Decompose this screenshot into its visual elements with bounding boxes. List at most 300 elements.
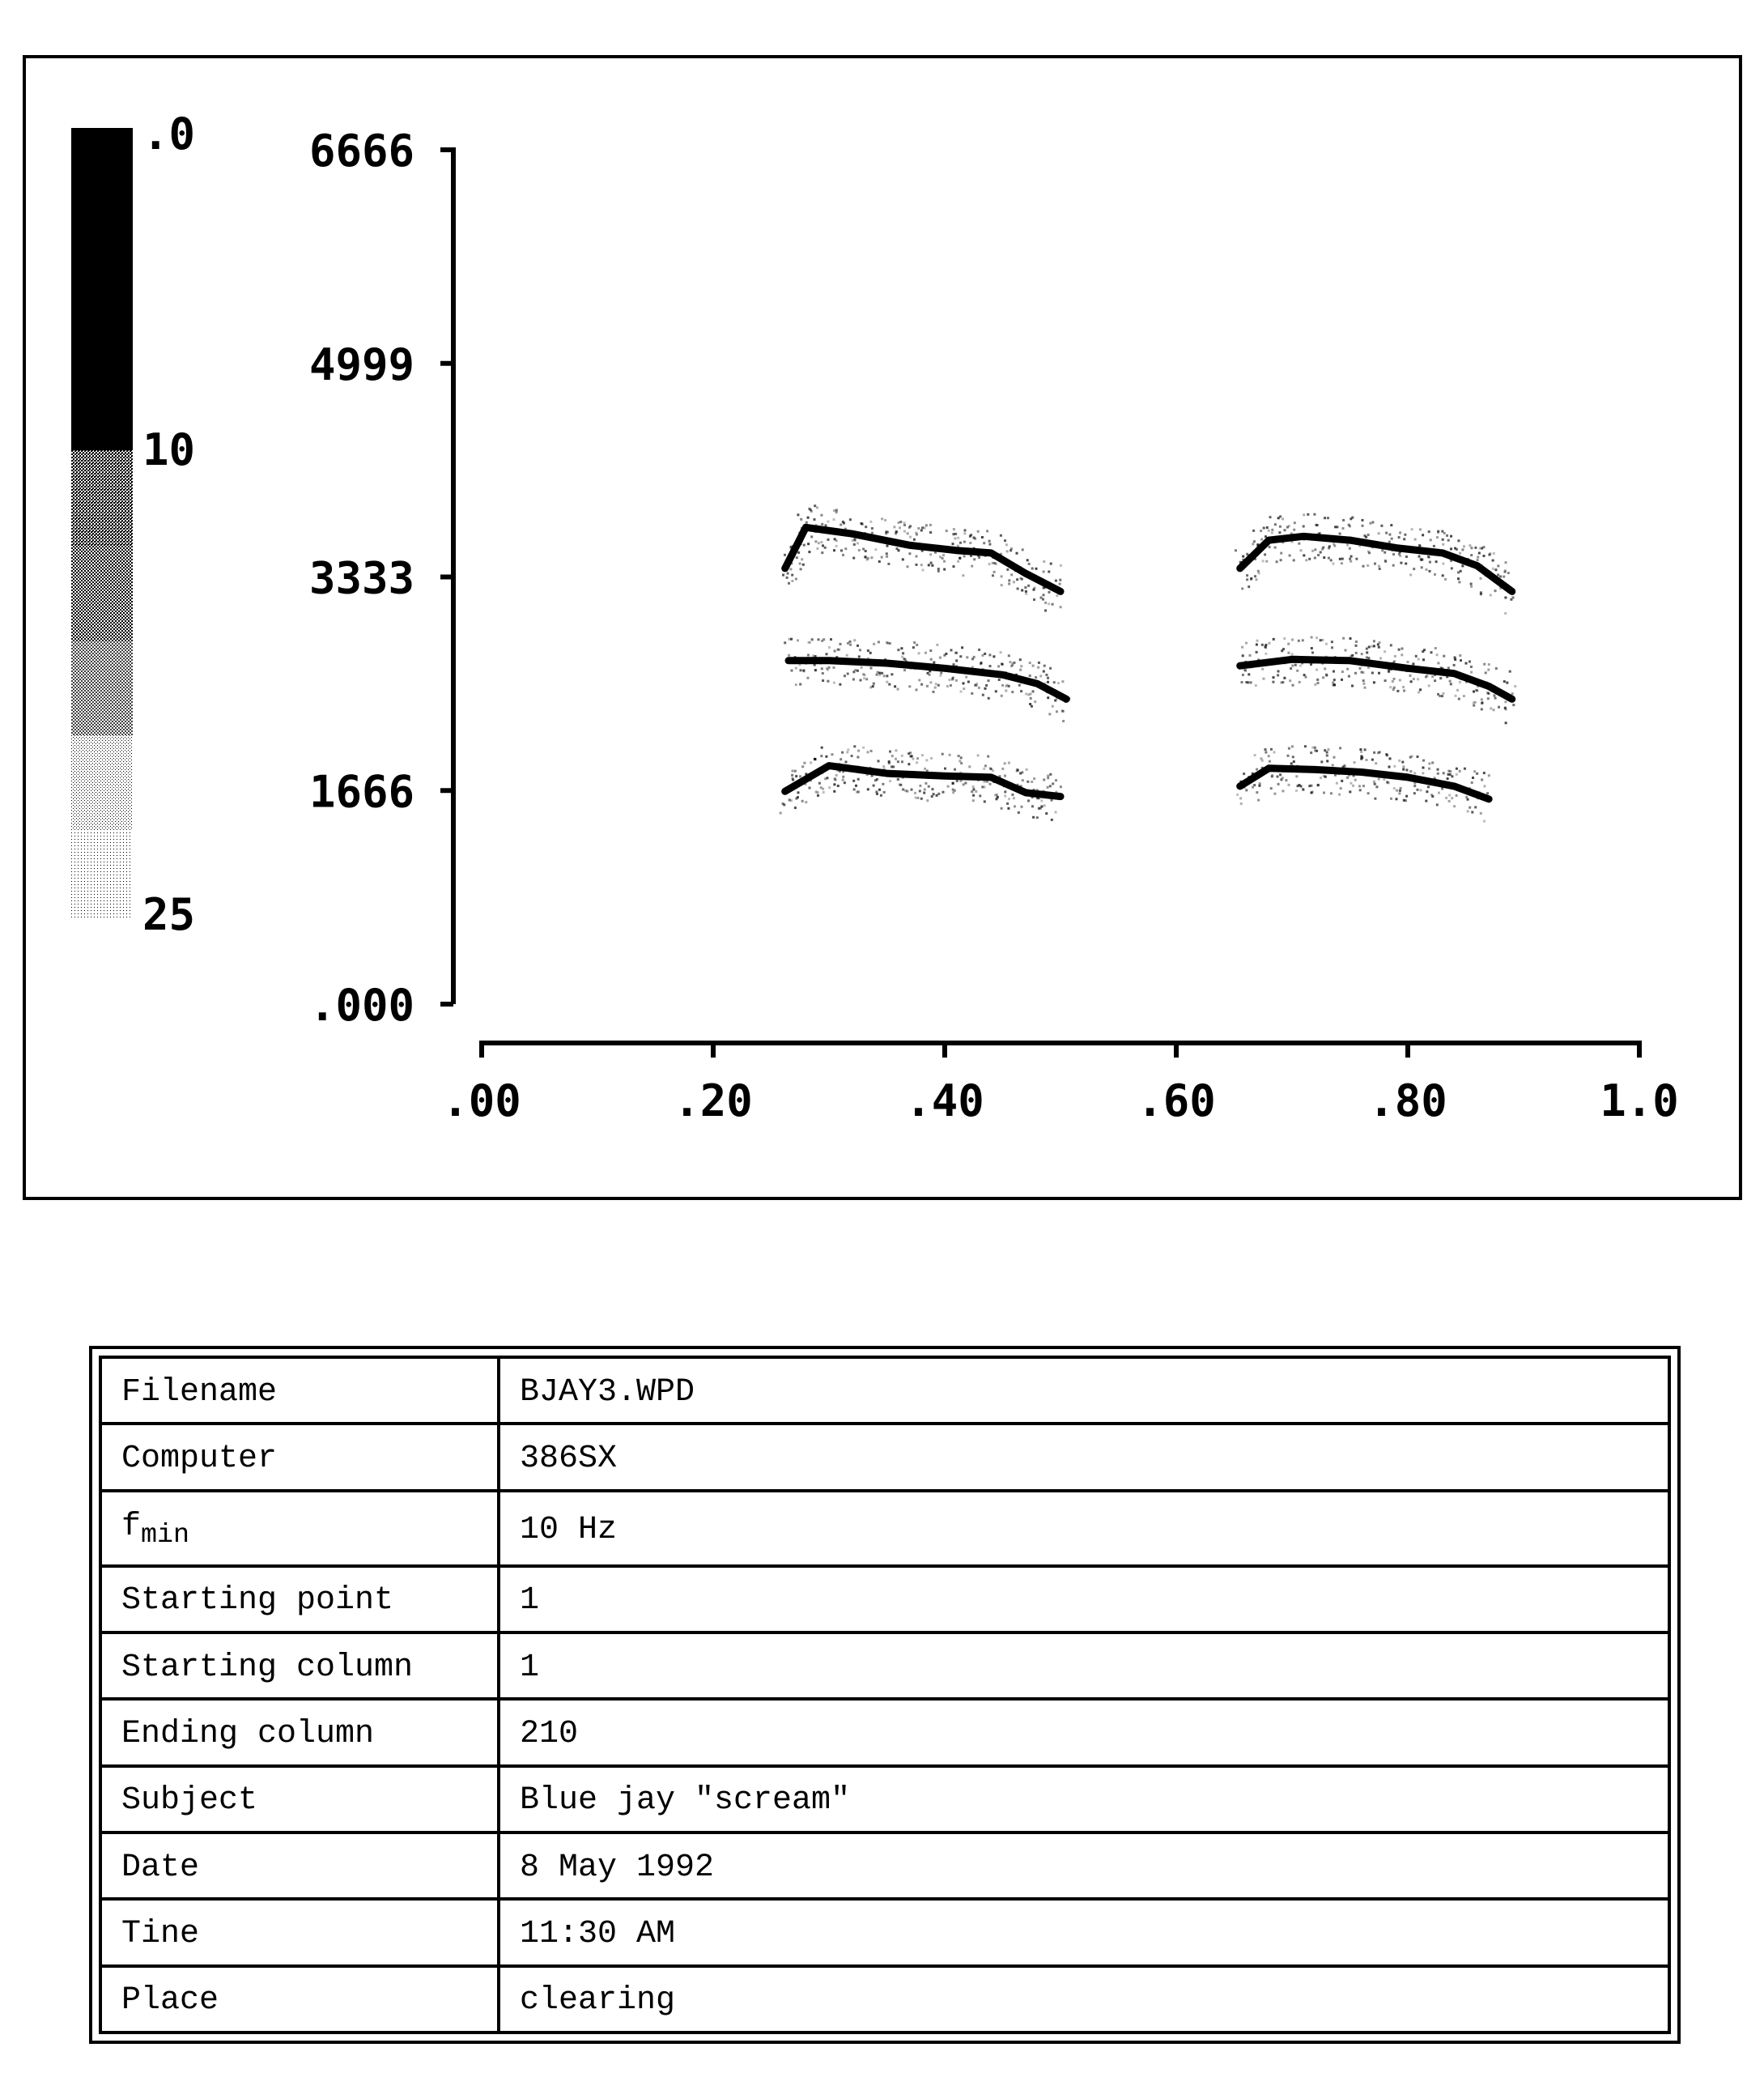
spectrogram-speckle xyxy=(1265,748,1267,751)
spectrogram-speckle xyxy=(912,646,915,649)
info-row xyxy=(100,1491,1669,1566)
spectrogram-speckle xyxy=(1020,665,1022,667)
spectrogram-speckle xyxy=(1381,549,1384,551)
spectrogram-speckle xyxy=(1459,654,1461,657)
spectrogram-speckle xyxy=(984,800,986,802)
info-key-text: Date xyxy=(121,1849,200,1886)
spectrogram-speckle xyxy=(833,549,835,551)
spectrogram-speckle xyxy=(1031,705,1033,708)
spectrogram-speckle xyxy=(834,650,836,653)
spectrogram-speckle xyxy=(835,509,838,512)
spectrogram-speckle xyxy=(1469,661,1471,663)
info-row xyxy=(100,1424,1669,1490)
spectrogram-speckle xyxy=(1333,679,1336,681)
spectrogram-speckle xyxy=(1362,671,1364,674)
spectrogram-speckle xyxy=(839,643,842,645)
spectrogram-speckle xyxy=(1048,591,1051,594)
spectrogram-speckle xyxy=(1295,790,1298,792)
spectrogram-speckle xyxy=(1333,684,1336,687)
spectrogram-speckle xyxy=(853,639,856,641)
spectrogram-speckle xyxy=(1025,590,1027,593)
spectrogram-speckle xyxy=(1019,658,1022,661)
spectrogram-speckle xyxy=(1413,772,1416,774)
spectrogram-speckle xyxy=(1048,713,1051,715)
spectrogram-speckle xyxy=(972,788,975,790)
spectrogram-speckle xyxy=(911,789,913,791)
spectrogram-speckle xyxy=(1458,698,1460,700)
spectrogram-speckle xyxy=(1401,648,1404,650)
spectrogram-speckle xyxy=(862,747,865,749)
spectrogram-speckle xyxy=(1279,515,1282,517)
spectrogram-speckle xyxy=(1029,675,1031,677)
spectrogram-speckle xyxy=(954,790,956,792)
spectrogram-speckle xyxy=(1482,546,1485,548)
spectrogram-speckle xyxy=(1001,768,1004,770)
spectrogram-speckle xyxy=(1001,807,1003,810)
spectrogram-speckle xyxy=(1383,778,1385,781)
spectrogram-speckle xyxy=(963,541,966,543)
spectrogram-speckle xyxy=(1009,661,1011,663)
spectrogram-speckle xyxy=(1339,533,1341,535)
spectrogram-speckle xyxy=(797,551,800,554)
spectrogram-speckle xyxy=(1021,578,1023,581)
spectrogram-speckle xyxy=(1006,550,1009,552)
spectrogram-speckle xyxy=(1428,530,1430,533)
spectrogram-speckle xyxy=(930,658,933,661)
spectrogram-speckle xyxy=(1384,560,1387,562)
spectrogram-speckle xyxy=(1429,570,1431,573)
spectrogram-speckle xyxy=(1470,547,1473,549)
spectrogram-speckle xyxy=(1047,786,1049,789)
spectrogram-speckle xyxy=(899,521,902,523)
spectrogram-speckle xyxy=(1274,523,1277,526)
spectrogram-speckle xyxy=(1385,532,1388,534)
spectrogram-speckle xyxy=(1269,516,1272,518)
spectrogram-speckle xyxy=(1305,559,1307,561)
spectrogram-speckle xyxy=(831,753,834,756)
spectrogram-speckle xyxy=(1379,657,1382,659)
spectrogram-speckle xyxy=(1351,654,1354,657)
spectrogram-speckle xyxy=(1405,795,1408,798)
spectrogram-speckle xyxy=(1504,612,1507,615)
spectrogram-speckle xyxy=(1378,646,1380,649)
spectrogram-speckle xyxy=(1389,757,1392,760)
y-tick-label: 4999 xyxy=(308,338,414,390)
spectrogram-speckle xyxy=(1361,653,1363,655)
spectrogram-speckle xyxy=(1442,538,1444,541)
spectrogram-speckle xyxy=(1291,639,1294,641)
spectrogram-speckle xyxy=(1407,661,1409,663)
harmonic-trace xyxy=(785,766,1061,797)
spectrogram-speckle xyxy=(1355,641,1358,643)
spectrogram-speckle xyxy=(1311,652,1314,654)
spectrogram-speckle xyxy=(916,644,918,646)
spectrogram-speckle xyxy=(837,785,839,787)
spectrogram-speckle xyxy=(1443,655,1445,658)
spectrogram-speckle xyxy=(1303,526,1305,528)
spectrogram-speckle xyxy=(783,803,785,806)
spectrogram-speckle xyxy=(988,543,991,546)
spectrogram-speckle xyxy=(789,568,792,570)
spectrogram-speckle xyxy=(1379,641,1381,644)
spectrogram-speckle xyxy=(814,504,816,507)
spectrogram-speckle xyxy=(1402,768,1405,771)
spectrogram-speckle xyxy=(1257,799,1260,802)
spectrogram-speckle xyxy=(1293,559,1295,561)
spectrogram-speckle xyxy=(1373,751,1375,754)
spectrogram-speckle xyxy=(1055,779,1057,781)
spectrogram-speckle xyxy=(814,540,817,543)
spectrogram-speckle xyxy=(801,558,803,560)
spectrogram-speckle xyxy=(1338,794,1341,796)
spectrogram-speckle xyxy=(1457,539,1460,542)
spectrogram-speckle xyxy=(1366,651,1368,653)
spectrogram-speckle xyxy=(1287,643,1290,645)
spectrogram-speckle xyxy=(1000,651,1002,653)
spectrogram-speckle xyxy=(1266,526,1269,529)
spectrogram-speckle xyxy=(1362,519,1364,521)
spectrogram-speckle xyxy=(988,540,991,543)
spectrogram-speckle xyxy=(903,521,906,524)
spectrogram-speckle xyxy=(1483,555,1486,557)
spectrogram-speckle xyxy=(880,794,882,797)
spectrogram-speckle xyxy=(953,528,955,530)
spectrogram-speckle xyxy=(1290,667,1292,670)
spectrogram-speckle xyxy=(1436,536,1439,538)
spectrogram-speckle xyxy=(1422,650,1424,653)
spectrogram-speckle xyxy=(886,675,888,677)
spectrogram-speckle xyxy=(1371,672,1374,675)
spectrogram-speckle xyxy=(1509,670,1511,673)
spectrogram-speckle xyxy=(937,568,940,570)
spectrogram-speckle xyxy=(1027,693,1030,696)
spectrogram-speckle xyxy=(882,783,884,785)
spectrogram-speckle xyxy=(903,524,906,526)
spectrogram-speckle xyxy=(1371,645,1373,648)
spectrogram-speckle xyxy=(989,783,992,785)
spectrogram-speckle xyxy=(1307,513,1309,516)
info-key-text: Subject xyxy=(121,1782,258,1820)
spectrogram-speckle xyxy=(1272,681,1274,683)
spectrogram-speckle xyxy=(1367,792,1370,794)
spectrogram-speckle xyxy=(1514,685,1516,687)
spectrogram-speckle xyxy=(1036,816,1039,819)
spectrogram-speckle xyxy=(1413,792,1416,794)
spectrogram-speckle xyxy=(1333,756,1336,759)
spectrogram-speckle xyxy=(1021,806,1023,808)
y-tick-label: 3333 xyxy=(308,552,414,604)
spectrogram-speckle xyxy=(1469,807,1471,809)
spectrogram-speckle xyxy=(1413,785,1416,787)
spectrogram-speckle xyxy=(1248,585,1250,588)
spectrogram-speckle xyxy=(1256,791,1258,794)
spectrogram-speckle xyxy=(1490,707,1492,709)
spectrogram-speckle xyxy=(1277,783,1280,785)
spectrogram-speckle xyxy=(1016,552,1018,555)
spectrogram-speckle xyxy=(1367,657,1370,659)
spectrogram-speckle xyxy=(1291,665,1294,667)
spectrogram-speckle xyxy=(1398,536,1401,538)
spectrogram-speckle xyxy=(1270,787,1273,790)
spectrogram-speckle xyxy=(867,751,869,753)
spectrogram-speckle xyxy=(818,542,820,544)
spectrogram-speckle xyxy=(1471,811,1473,814)
spectrogram-speckle xyxy=(1324,749,1326,751)
spectrogram-speckle xyxy=(833,783,835,785)
spectrogram-speckle xyxy=(1270,748,1273,751)
spectrogram-speckle xyxy=(1269,546,1271,548)
spectrogram-speckle xyxy=(1021,771,1023,773)
spectrogram-speckle xyxy=(1364,687,1367,689)
spectrogram-speckle xyxy=(846,751,848,754)
spectrogram-speckle xyxy=(809,641,811,644)
spectrogram-speckle xyxy=(1298,640,1300,642)
spectrogram-speckle xyxy=(1442,692,1444,695)
spectrogram-speckle xyxy=(1027,559,1029,561)
spectrogram-speckle xyxy=(1460,659,1462,662)
spectrogram-speckle xyxy=(1346,777,1349,779)
spectrogram-speckle xyxy=(931,564,933,567)
spectrogram-speckle xyxy=(1316,636,1318,639)
spectrogram-speckle xyxy=(822,788,824,790)
info-row xyxy=(100,1699,1669,1765)
spectrogram-speckle xyxy=(1348,675,1350,678)
spectrogram-speckle xyxy=(1235,549,1237,551)
spectrogram-speckle xyxy=(1049,667,1052,670)
spectrogram-speckle xyxy=(908,685,911,687)
info-key xyxy=(100,1632,499,1699)
spectrogram-speckle xyxy=(1044,804,1046,807)
y-tick-label: .000 xyxy=(308,980,414,1031)
spectrogram-speckle xyxy=(1308,558,1311,560)
spectrogram-speckle xyxy=(1455,695,1457,697)
spectrogram-speckle xyxy=(1311,747,1314,749)
spectrogram-speckle xyxy=(1414,538,1417,541)
spectrogram-speckle xyxy=(1396,690,1399,692)
spectrogram-speckle xyxy=(1256,578,1258,581)
spectrogram-speckle xyxy=(1504,571,1507,573)
info-value: 1 xyxy=(499,1632,1669,1699)
spectrogram-speckle xyxy=(919,785,921,787)
spectrogram-speckle xyxy=(1388,670,1390,673)
spectrogram-speckle xyxy=(1256,651,1258,653)
spectrogram-speckle xyxy=(1421,566,1423,568)
spectrogram-speckle xyxy=(1317,784,1320,786)
spectrogram-speckle xyxy=(954,768,956,771)
spectrogram-speckle xyxy=(1304,745,1307,747)
spectrogram-speckle xyxy=(827,777,829,779)
spectrogram-speckle xyxy=(1288,784,1290,786)
spectrogram-speckle xyxy=(996,794,998,796)
spectrogram-speckle xyxy=(929,649,932,652)
spectrogram-speckle xyxy=(1490,594,1492,597)
spectrogram-speckle xyxy=(1311,647,1313,649)
spectrogram-speckle xyxy=(1461,564,1464,567)
scale-band-mid xyxy=(71,546,133,641)
spectrogram-speckle xyxy=(1006,684,1009,687)
spectrogram-speckle xyxy=(808,551,810,553)
spectrogram-speckle xyxy=(983,542,985,544)
info-key-text: Ending column xyxy=(121,1716,375,1753)
spectrogram-speckle xyxy=(817,794,819,797)
spectrogram-speckle xyxy=(1252,530,1255,532)
spectrogram-speckle xyxy=(788,638,791,641)
spectrogram-speckle xyxy=(1378,672,1380,675)
spectrogram-speckle xyxy=(835,539,838,542)
spectrogram-speckle xyxy=(934,687,937,689)
spectrogram-speckle xyxy=(960,756,963,759)
spectrogram-speckle xyxy=(1470,554,1473,556)
spectrogram-speckle xyxy=(960,691,963,693)
spectrogram-speckle xyxy=(1287,652,1290,654)
spectrogram-speckle xyxy=(1314,557,1316,560)
spectrogram-speckle xyxy=(1437,773,1439,775)
spectrogram-speckle xyxy=(856,542,859,544)
spectrogram-speckle xyxy=(943,654,946,657)
spectrogram-speckle xyxy=(1004,762,1006,764)
spectrogram-speckle xyxy=(795,683,797,686)
spectrogram-speckle xyxy=(1449,770,1452,773)
spectrogram-speckle xyxy=(959,655,962,658)
spectrogram-speckle xyxy=(1453,805,1456,807)
spectrogram-speckle xyxy=(1239,797,1242,799)
spectrogram-speckle xyxy=(1043,571,1045,573)
spectrogram-speckle xyxy=(900,647,903,649)
spectrogram-speckle xyxy=(922,569,925,572)
spectrogram-speckle xyxy=(856,670,859,672)
spectrogram-speckle xyxy=(857,750,860,752)
spectrogram-speckle xyxy=(1014,805,1016,807)
spectrogram-speckle xyxy=(1311,636,1313,639)
info-value: 210 xyxy=(499,1699,1669,1765)
spectrogram-speckle xyxy=(1378,532,1380,534)
spectrogram-speckle xyxy=(826,653,828,655)
spectrogram-speckle xyxy=(937,570,940,573)
spectrogram-speckle xyxy=(1405,563,1407,565)
spectrogram-speckle xyxy=(1405,799,1407,802)
info-value: 386SX xyxy=(499,1424,1669,1490)
spectrogram-speckle xyxy=(1283,529,1286,531)
spectrogram-speckle xyxy=(794,770,797,773)
spectrogram-speckle xyxy=(1418,658,1420,661)
spectrogram-speckle xyxy=(1052,705,1054,708)
spectrogram-speckle xyxy=(1450,535,1452,538)
spectrogram-speckle xyxy=(1260,538,1263,541)
spectrogram-speckle xyxy=(865,550,867,552)
spectrogram-speckle xyxy=(1413,678,1415,680)
spectrogram-speckle xyxy=(1263,678,1265,680)
spectrogram-speckle xyxy=(1323,556,1325,559)
spectrogram-speckle xyxy=(1007,807,1010,810)
spectrogram-speckle xyxy=(1405,768,1408,771)
spectrogram-speckle xyxy=(1039,807,1042,810)
spectrogram-speckle xyxy=(896,547,899,550)
spectrogram-speckle xyxy=(888,683,891,686)
spectrogram-speckle xyxy=(993,571,996,573)
spectrogram-speckle xyxy=(1441,695,1443,697)
spectrogram-speckle xyxy=(1373,645,1375,647)
spectrogram-speckle xyxy=(917,797,920,799)
spectrogram-speckle xyxy=(1265,751,1267,754)
spectrogram-speckle xyxy=(1052,603,1054,606)
spectrogram-speckle xyxy=(818,782,821,785)
spectrogram-speckle xyxy=(1371,521,1374,524)
spectrogram-speckle xyxy=(833,790,835,793)
spectrogram-speckle xyxy=(983,768,985,770)
spectrogram-speckle xyxy=(1389,686,1392,688)
spectrogram-speckle xyxy=(963,682,965,684)
spectrogram-speckle xyxy=(1242,674,1244,676)
spectrogram-speckle xyxy=(1060,785,1062,788)
spectrogram-speckle xyxy=(1008,579,1010,581)
spectrogram-speckle xyxy=(1350,560,1352,563)
spectrogram-speckle xyxy=(1265,644,1267,646)
spectrogram-speckle xyxy=(1291,653,1294,655)
spectrogram-speckle xyxy=(852,679,855,681)
spectrogram-speckle xyxy=(977,754,980,756)
spectrogram-speckle xyxy=(928,785,930,788)
spectrogram-speckle xyxy=(889,780,891,782)
spectrogram-speckle xyxy=(817,791,819,794)
spectrogram-speckle xyxy=(1477,556,1479,559)
spectrogram-speckle xyxy=(1487,697,1490,700)
spectrogram-speckle xyxy=(1271,531,1273,534)
spectrogram-speckle xyxy=(1000,534,1002,537)
spectrogram-speckle xyxy=(1495,667,1498,670)
spectrogram-speckle xyxy=(1446,534,1448,537)
spectrogram-speckle xyxy=(985,684,988,687)
spectrogram-speckle xyxy=(954,538,956,540)
spectrogram-speckle xyxy=(857,778,860,781)
spectrogram-speckle xyxy=(828,666,831,669)
info-key xyxy=(100,1424,499,1490)
spectrogram-speckle xyxy=(1053,681,1056,683)
spectrogram-speckle xyxy=(1341,679,1343,681)
spectrogram-speckle xyxy=(1350,555,1353,558)
spectrogram-speckle xyxy=(987,756,989,758)
spectrogram-speckle xyxy=(835,511,838,513)
spectrogram-speckle xyxy=(844,781,846,784)
spectrogram-speckle xyxy=(862,548,865,551)
spectrogram-speckle xyxy=(1430,651,1433,653)
spectrogram-speckle xyxy=(1342,637,1345,640)
spectrogram-speckle xyxy=(935,683,937,685)
spectrogram-speckle xyxy=(1019,669,1022,671)
x-tick-label: .60 xyxy=(1137,1075,1216,1126)
spectrogram-speckle xyxy=(1431,795,1434,798)
spectrogram-speckle xyxy=(1374,798,1376,800)
spectrogram-speckle xyxy=(882,765,885,768)
spectrogram-speckle xyxy=(1390,524,1392,526)
spectrogram-speckle xyxy=(1434,573,1436,576)
spectrogram-speckle xyxy=(1328,545,1331,547)
spectrogram-speckle xyxy=(952,782,954,785)
spectrogram-speckle xyxy=(1474,547,1477,549)
spectrogram-speckle xyxy=(857,790,860,793)
spectrogram-speckle xyxy=(1428,763,1430,765)
spectrogram-speckle xyxy=(801,765,804,768)
spectrogram-speckle xyxy=(909,751,912,754)
spectrogram-speckle xyxy=(1443,772,1445,774)
spectrogram-speckle xyxy=(874,548,877,551)
spectrogram-speckle xyxy=(1316,679,1319,681)
spectrogram-speckle xyxy=(989,767,992,769)
spectrogram-speckle xyxy=(1417,678,1419,680)
spectrogram-speckle xyxy=(930,562,933,564)
spectrogram-speckle xyxy=(929,674,931,676)
spectrogram-speckle xyxy=(1273,638,1275,641)
spectrogram-speckle xyxy=(1034,700,1036,703)
